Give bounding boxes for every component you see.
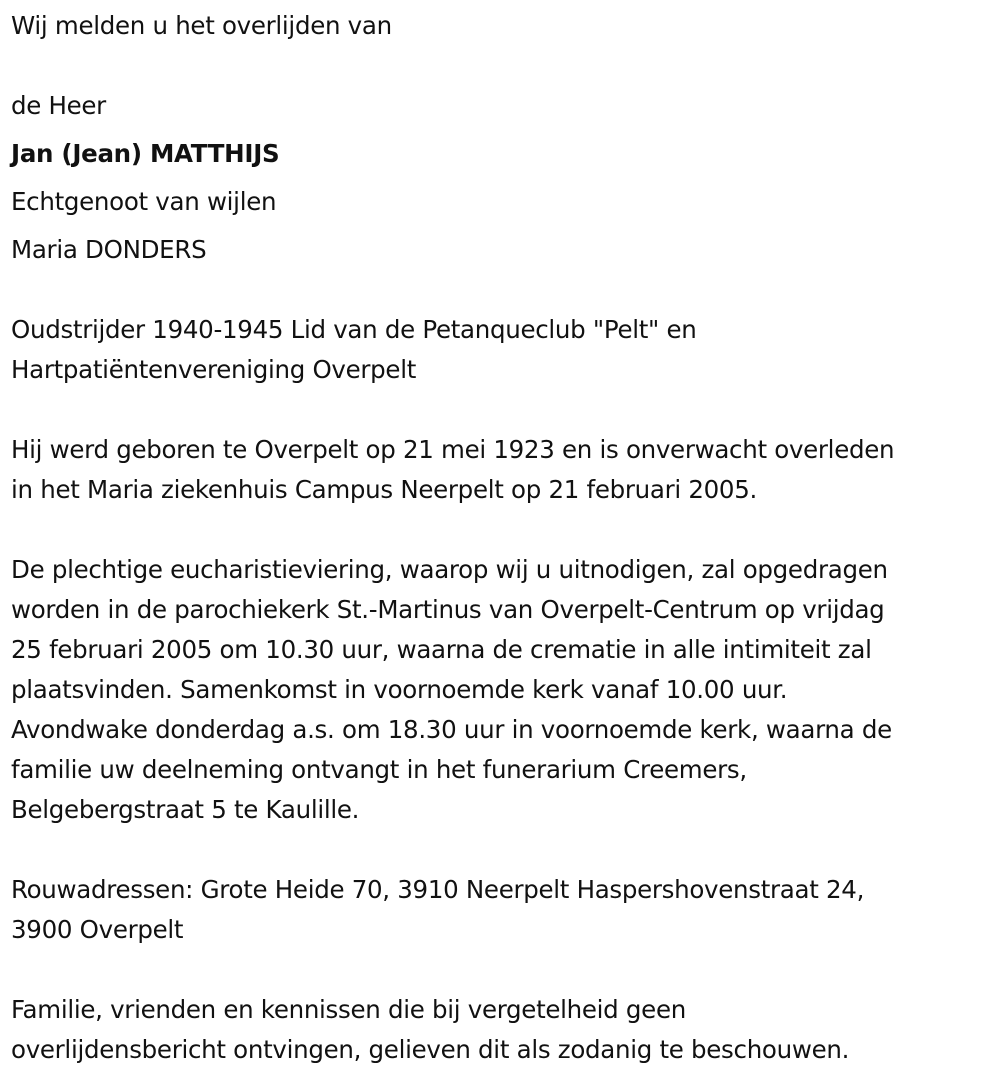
- paragraph-line: overlijdensbericht ontvingen, gelieven dit als zodanig te beschouwen.: [11, 1035, 850, 1064]
- paragraph-line: plaatsvinden. Samenkomst in voornoemde kerk vanaf 10.00 uur.: [11, 675, 788, 704]
- addresses-paragraph: [11, 870, 996, 950]
- ceremony-paragraph: [11, 550, 996, 830]
- honorific: de Heer: [11, 91, 106, 120]
- paragraph-line: Avondwake donderdag a.s. om 18.30 uur in voornoemde kerk, waarna de: [11, 715, 892, 744]
- paragraph-line: De plechtige eucharistieviering, waarop wij u uitnodigen, zal opgedragen: [11, 555, 888, 584]
- paragraph-line: 25 februari 2005 om 10.30 uur, waarna de crematie in alle intimiteit zal: [11, 635, 872, 664]
- paragraph-line: familie uw deelneming ontvangt in het funerarium Creemers,: [11, 755, 747, 784]
- birth-death-paragraph: [11, 430, 996, 510]
- paragraph-line: 3900 Overpelt: [11, 915, 184, 944]
- paragraph-line: Oudstrijder 1940-1945 Lid van de Petanqueclub "Pelt" en: [11, 315, 697, 344]
- intro-line: Wij melden u het overlijden van: [11, 11, 392, 40]
- paragraph-line: in het Maria ziekenhuis Campus Neerpelt op 21 februari 2005.: [11, 475, 757, 504]
- paragraph-line: Rouwadressen: Grote Heide 70, 3910 Neerpelt Haspershovenstraat 24,: [11, 875, 865, 904]
- paragraph-line: Belgebergstraat 5 te Kaulille.: [11, 795, 360, 824]
- paragraph-line: worden in de parochiekerk St.-Martinus van Overpelt-Centrum op vrijdag: [11, 595, 885, 624]
- spouse-name: Maria DONDERS: [11, 235, 207, 264]
- deceased-name: Jan (Jean) MATTHIJS: [11, 139, 280, 168]
- paragraph-line: Hij werd geboren te Overpelt op 21 mei 1923 en is onverwacht overleden: [11, 435, 895, 464]
- closing-paragraph: [11, 990, 996, 1070]
- paragraph-line: Hartpatiëntenvereniging Overpelt: [11, 355, 417, 384]
- paragraph-line: Familie, vrienden en kennissen die bij vergetelheid geen: [11, 995, 686, 1024]
- spouse-label: Echtgenoot van wijlen: [11, 187, 277, 216]
- memberships-paragraph: [11, 310, 996, 390]
- death-notice: [11, 6, 996, 1070]
